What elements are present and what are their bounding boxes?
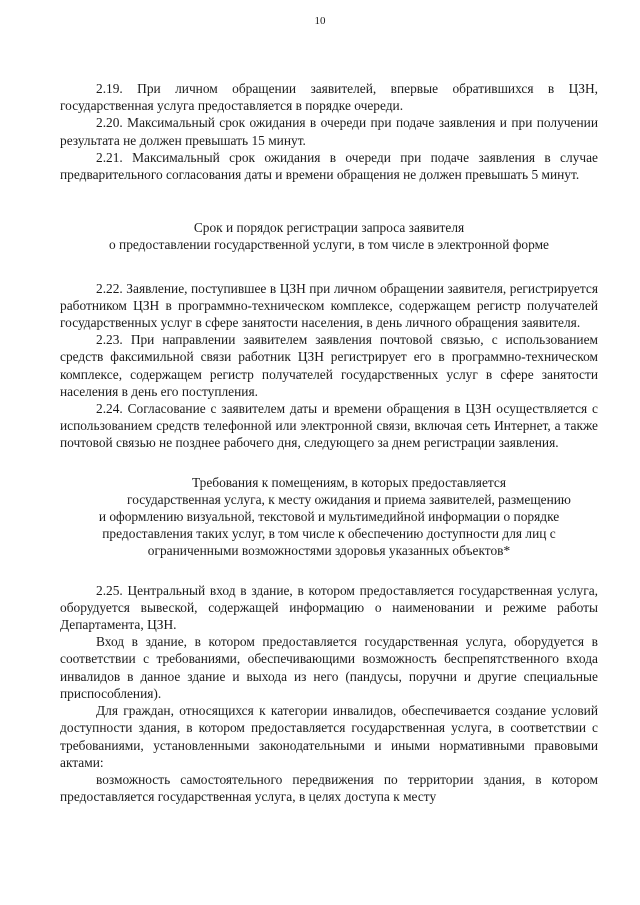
paragraph-group-registration <box>60 280 598 452</box>
section-heading-premises <box>60 474 598 560</box>
paragraph-2-21: 2.21. Максимальный срок ожидания в очереди при подаче заявления в случае предварительного согласования даты и времени обращения не должен превышать 5 минут. <box>60 149 598 183</box>
paragraph-2-19: 2.19. При личном обращении заявителей, впервые обратившихся в ЦЗН, государственная услуга предоставляется в порядке очереди. <box>60 81 598 114</box>
page-content <box>60 80 598 805</box>
paragraph-2-24: 2.24. Согласование с заявителем даты и времени обращения в ЦЗН осуществляется с использованием средств телефонной или электронной связи, включая сеть Интернет, а также почтовой связью не позднее рабочего дня, следующего за днем регистрации заявления. <box>60 401 598 451</box>
heading-line: ограниченными возможностями здоровья указанных объектов* <box>147 543 511 559</box>
heading-line: предоставления таких услуг, в том числе к обеспечению доступности для лиц с <box>102 526 556 542</box>
paragraph-2-25: 2.25. Центральный вход в здание, в котором предоставляется государственная услуга, оборудуется вывеской, содержащей информацию о наименовании и режиме работы Департамента, ЦЗН. <box>60 582 598 633</box>
paragraph-2-20: 2.20. Максимальный срок ожидания в очереди при подаче заявления и при получении результата не должен превышать 15 минут. <box>60 115 598 148</box>
paragraph-disabled-access: Для граждан, относящихся к категории инвалидов, обеспечивается создание условий доступности здания, в котором предоставляется государственная услуга, в соответствии с требованиями, установленными законодательными и иными нормативными правовыми актами: <box>60 703 598 770</box>
paragraph-2-23: 2.23. При направлении заявителем заявления почтовой связью, с использованием средств факсимильной связи работник ЦЗН регистрирует его в программно-техническом комплексе, содержащем регистр получателей государственных услуг в сфере занятости населения в день его поступления. <box>60 332 598 399</box>
heading-line: Требования к помещениям, в которых предоставляется <box>191 474 507 490</box>
heading-line: и оформлению визуальной, текстовой и мультимедийной информации о порядке <box>98 509 560 525</box>
paragraph-group-queue <box>60 80 598 183</box>
heading-line: Срок и порядок регистрации запроса заявителя <box>193 220 465 236</box>
paragraph-group-premises <box>60 582 598 806</box>
paragraph-entrance: Вход в здание, в котором предоставляется государственная услуга, оборудуется в соответствии с требованиями, обеспечивающими возможность беспрепятственного входа инвалидов в данное здание и выхода из него (пандусы, поручни и другие специальные приспособления). <box>60 634 598 701</box>
heading-line: государственная услуга, к месту ожидания и приема заявителей, размещению <box>127 491 571 507</box>
paragraph-movement: возможность самостоятельного передвижения по территории здания, в котором предоставляется государственная услуга, в целях доступа к месту <box>60 771 598 805</box>
page-number: 10 <box>314 15 326 27</box>
heading-line: о предоставлении государственной услуги, в том числе в электронной форме <box>109 237 549 253</box>
paragraph-2-22: 2.22. Заявление, поступившее в ЦЗН при личном обращении заявителя, регистрируется работником ЦЗН в программно-техническом комплексе, содержащем регистр получателей государственных услуг в сфере занятости населения, в день личного обращения заявителя. <box>60 280 598 331</box>
section-heading-registration <box>60 219 598 253</box>
